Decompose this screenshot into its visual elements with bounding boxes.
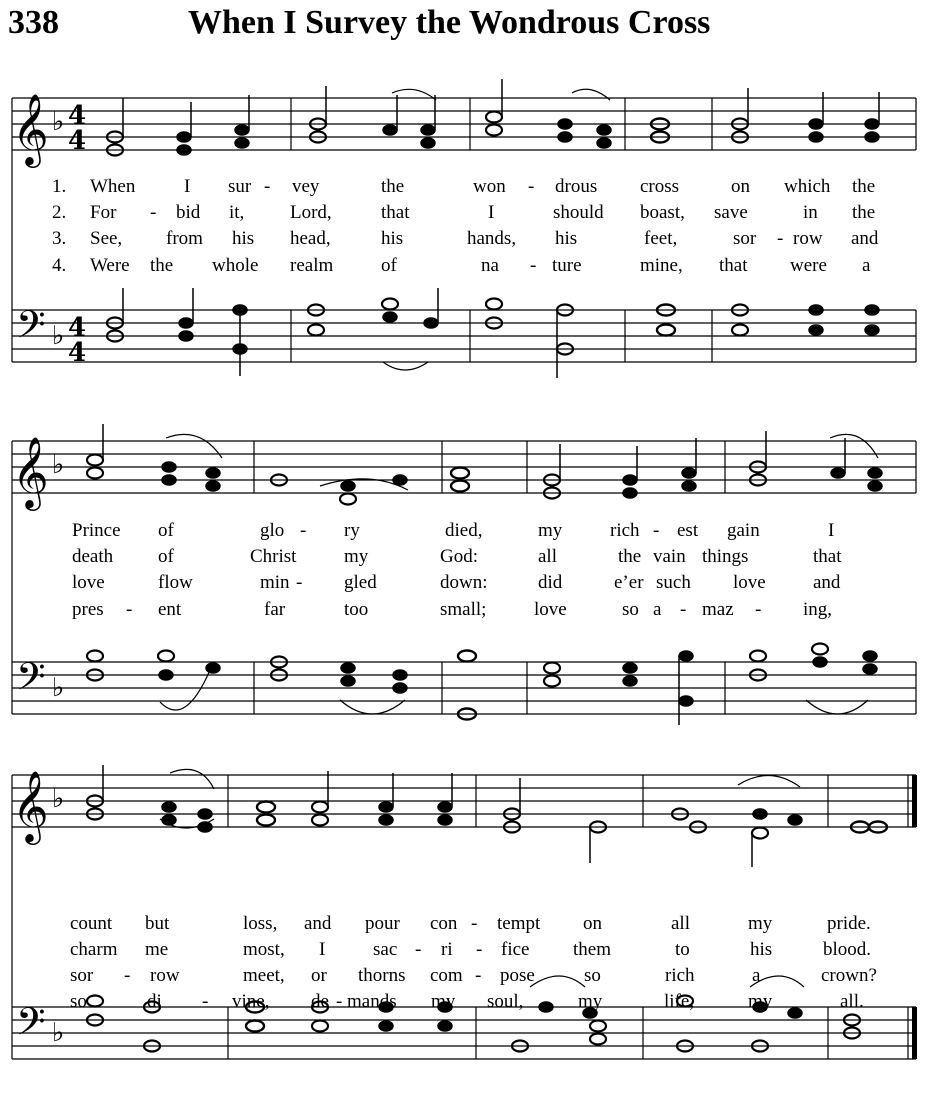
lyric-syllable: - <box>476 939 483 960</box>
lyric-syllable: mine, <box>640 255 683 276</box>
lyric-syllable: all. <box>840 991 864 1012</box>
lyric-syllable: Christ <box>250 546 297 567</box>
lyric-syllable: or <box>311 965 327 986</box>
lyric-syllable: - <box>653 520 660 541</box>
music-system-1 <box>0 0 938 380</box>
lyric-syllable: my <box>431 991 456 1012</box>
lyric-syllable: a <box>752 965 761 986</box>
lyric-syllable: ing, <box>803 599 833 620</box>
lyric-syllable: sur <box>228 176 252 197</box>
lyric-syllable: pride. <box>827 913 871 934</box>
svg-text:♭: ♭ <box>52 107 65 137</box>
lyric-syllable: save <box>714 202 748 223</box>
lyric-syllable: small; <box>440 599 487 620</box>
lyric-syllable: love <box>733 572 766 593</box>
lyric-syllable: life, <box>664 991 695 1012</box>
lyric-syllable: my <box>748 913 773 934</box>
lyric-syllable: rich <box>665 965 695 986</box>
lyric-syllable: row <box>793 228 823 249</box>
lyric-syllable: but <box>145 913 170 934</box>
lyric-syllable: were <box>790 255 827 276</box>
lyric-syllable: ri <box>441 939 453 960</box>
lyric-syllable: - <box>124 965 131 986</box>
svg-text:♭: ♭ <box>52 1018 65 1048</box>
lyric-syllable: them <box>573 939 611 960</box>
lyric-syllable: - <box>296 572 303 593</box>
lyric-syllable: which <box>784 176 831 197</box>
lyric-syllable: pose <box>500 965 535 986</box>
staff-system-3-graphic <box>0 725 938 1098</box>
lyric-syllable: See, <box>90 228 123 249</box>
lyric-syllable: I <box>184 176 191 197</box>
lyric-syllable: When <box>90 176 136 197</box>
lyric-syllable: so <box>584 965 601 986</box>
lyric-syllable: gain <box>727 520 760 541</box>
lyric-syllable: most, <box>243 939 285 960</box>
lyric-syllable: tempt <box>497 913 541 934</box>
lyric-syllable: his <box>232 228 255 249</box>
lyric-syllable: his <box>381 228 404 249</box>
lyric-syllable: - <box>264 176 271 197</box>
lyric-syllable: For <box>90 202 117 223</box>
lyric-syllable: loss, <box>243 913 278 934</box>
lyric-syllable: of <box>158 520 174 541</box>
lyric-syllable: meet, <box>243 965 285 986</box>
lyric-syllable: the <box>852 176 876 197</box>
lyric-syllable: - <box>471 913 478 934</box>
lyric-syllable: that <box>813 546 842 567</box>
lyric-syllable: thorns <box>358 965 406 986</box>
lyric-syllable: love <box>72 572 105 593</box>
lyric-syllable: count <box>70 913 113 934</box>
lyric-syllable: sac <box>373 939 398 960</box>
lyric-syllable: my <box>538 520 563 541</box>
lyric-syllable: con <box>430 913 458 934</box>
lyric-syllable: so <box>622 599 639 620</box>
lyric-syllable: na <box>481 255 499 276</box>
lyric-syllable: I <box>319 939 326 960</box>
lyric-syllable: com <box>430 965 463 986</box>
lyric-syllable: - <box>150 202 157 223</box>
lyric-syllable: - <box>336 991 343 1012</box>
lyric-syllable: his <box>555 228 578 249</box>
lyric-syllable: di <box>147 991 162 1012</box>
svg-text:4: 4 <box>68 338 87 368</box>
svg-text:4: 4 <box>68 313 87 343</box>
lyric-syllable: - <box>528 176 535 197</box>
lyric-syllable: and <box>304 913 332 934</box>
svg-text:𝄢: 𝄢 <box>16 302 46 356</box>
lyric-syllable: flow <box>158 572 193 593</box>
lyric-syllable: from <box>166 228 203 249</box>
lyric-syllable: crown? <box>821 965 877 986</box>
lyric-syllable: gled <box>344 572 377 593</box>
lyric-syllable: the <box>618 546 642 567</box>
music-system-3 <box>0 725 938 1098</box>
lyric-syllable: fice <box>501 939 530 960</box>
lyric-syllable: ture <box>552 255 582 276</box>
lyric-syllable: maz <box>702 599 734 620</box>
lyric-syllable: love <box>534 599 567 620</box>
verse-number: 1. <box>52 176 67 197</box>
lyric-syllable: feet, <box>644 228 678 249</box>
lyric-syllable: sor <box>70 965 94 986</box>
lyric-syllable: it, <box>229 202 245 223</box>
lyric-syllable: the <box>150 255 174 276</box>
lyric-syllable: ent <box>158 599 182 620</box>
lyric-syllable: de <box>311 991 329 1012</box>
lyric-syllable: - <box>202 991 209 1012</box>
svg-text:♭: ♭ <box>52 784 65 814</box>
verse-number: 2. <box>52 202 67 223</box>
lyric-syllable: bid <box>176 202 201 223</box>
lyric-syllable: the <box>381 176 405 197</box>
lyric-syllable: - <box>300 520 307 541</box>
svg-text:♭: ♭ <box>52 321 65 351</box>
music-system-2 <box>0 380 938 725</box>
lyric-syllable: Lord, <box>290 202 332 223</box>
lyric-syllable: so <box>70 991 87 1012</box>
lyric-syllable: on <box>583 913 602 934</box>
lyric-syllable: soul, <box>487 991 524 1012</box>
lyric-syllable: min <box>260 572 290 593</box>
lyric-syllable: charm <box>70 939 118 960</box>
lyric-syllable: did <box>538 572 563 593</box>
lyric-syllable: such <box>656 572 691 593</box>
svg-text:𝄞: 𝄞 <box>12 769 49 842</box>
lyric-syllable: his <box>750 939 773 960</box>
lyric-syllable: ry <box>344 520 360 541</box>
svg-text:♭: ♭ <box>52 450 65 480</box>
lyric-syllable: of <box>381 255 397 276</box>
lyric-syllable: that <box>719 255 748 276</box>
lyric-syllable: - <box>755 599 762 620</box>
svg-text:♭: ♭ <box>52 673 65 703</box>
lyric-syllable: rich <box>610 520 640 541</box>
lyric-syllable: - <box>415 939 422 960</box>
lyric-syllable: things <box>702 546 749 567</box>
lyric-syllable: Were <box>90 255 130 276</box>
lyric-syllable: should <box>553 202 604 223</box>
lyric-syllable: all <box>538 546 557 567</box>
lyric-syllable: down: <box>440 572 488 593</box>
lyric-syllable: vine, <box>232 991 270 1012</box>
lyric-syllable: my <box>748 991 773 1012</box>
lyric-syllable: too <box>344 599 369 620</box>
lyric-syllable: that <box>381 202 410 223</box>
lyric-syllable: died, <box>445 520 483 541</box>
lyric-syllable: sor <box>733 228 757 249</box>
hymn-number: 338 <box>8 4 59 41</box>
lyric-syllable: e’er <box>614 572 644 593</box>
svg-text:4: 4 <box>68 126 87 156</box>
lyric-syllable: est <box>677 520 699 541</box>
lyric-syllable: row <box>150 965 180 986</box>
lyric-syllable: me <box>145 939 169 960</box>
lyric-syllable: Prince <box>72 520 121 541</box>
lyric-syllable: head, <box>290 228 331 249</box>
lyric-syllable: - <box>530 255 537 276</box>
lyric-syllable: - <box>777 228 784 249</box>
svg-text:𝄞: 𝄞 <box>12 435 49 508</box>
lyric-syllable: pres <box>72 599 104 620</box>
lyric-syllable: to <box>675 939 690 960</box>
lyric-syllable: cross <box>640 176 680 197</box>
lyric-syllable: glo <box>260 520 285 541</box>
lyric-syllable: I <box>828 520 835 541</box>
lyric-syllable: - <box>475 965 482 986</box>
lyric-syllable: boast, <box>640 202 685 223</box>
verse-number: 3. <box>52 228 67 249</box>
lyric-syllable: all <box>671 913 690 934</box>
svg-text:𝄞: 𝄞 <box>12 92 49 165</box>
lyric-syllable: my <box>578 991 603 1012</box>
lyric-syllable: drous <box>555 176 598 197</box>
lyric-syllable: a <box>653 599 662 620</box>
lyric-syllable: my <box>344 546 369 567</box>
lyric-syllable: whole <box>212 255 259 276</box>
lyric-syllable: the <box>852 202 876 223</box>
lyric-syllable: vey <box>292 176 320 197</box>
lyric-syllable: won <box>473 176 506 197</box>
lyric-syllable: pour <box>365 913 400 934</box>
lyric-syllable: - <box>126 599 133 620</box>
verse-number: 4. <box>52 255 67 276</box>
lyric-syllable: blood. <box>823 939 872 960</box>
lyric-syllable: and <box>813 572 841 593</box>
lyric-syllable: mands <box>347 991 397 1012</box>
svg-text:𝄢: 𝄢 <box>16 999 46 1053</box>
lyric-syllable: God: <box>440 546 478 567</box>
lyric-syllable: and <box>851 228 879 249</box>
lyric-syllable: on <box>731 176 750 197</box>
lyric-syllable: in <box>803 202 818 223</box>
lyric-syllable: realm <box>290 255 334 276</box>
lyric-syllable: - <box>680 599 687 620</box>
lyric-syllable: a <box>862 255 871 276</box>
lyric-syllable: vain <box>653 546 686 567</box>
hymn-title: When I Survey the Wondrous Cross <box>188 4 711 41</box>
lyric-syllable: hands, <box>467 228 517 249</box>
svg-text:𝄢: 𝄢 <box>16 654 46 708</box>
lyric-syllable: of <box>158 546 174 567</box>
svg-text:4: 4 <box>68 101 87 131</box>
lyric-syllable: far <box>264 599 286 620</box>
lyric-syllable: I <box>488 202 495 223</box>
lyric-syllable: death <box>72 546 114 567</box>
